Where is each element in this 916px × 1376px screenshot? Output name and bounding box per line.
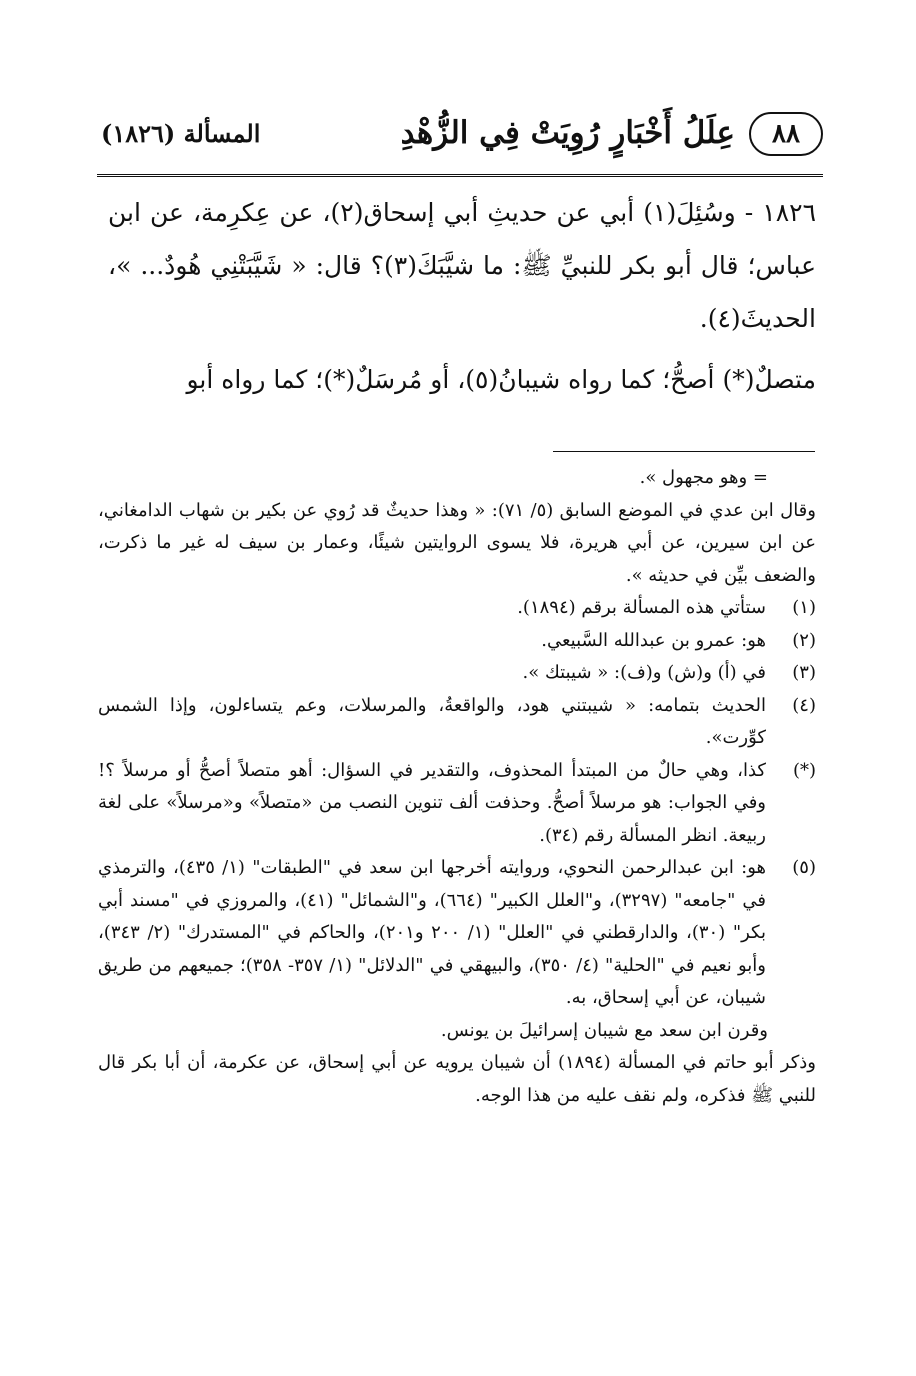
footnote-text: في (أ) و(ش) و(ف): « شيبتك ». <box>522 662 766 683</box>
footnote-star <box>98 755 816 853</box>
header-divider <box>97 174 823 177</box>
footnote-text: الحديث بتمامه: « شيبتني هود، والواقعةُ، والمرسلات، وعم يتساءلون، وإذا الشمس كوِّرت». <box>98 694 766 748</box>
footnote-text: هو: ابن عبدالرحمن النحوي، وروايته أخرجها ابن سعد في "الطبقات" (١/ ٤٣٥)، والترمذي في "جامعه" (٣٢٩٧)، و"العلل الكبير" (٦٦٤)، و"الشمائل" (٤١)، والمروزي في "مسند أبي بكر" (٣٠)، والدارقطني في "العلل" (١/ ٢٠٠ و٢٠١)، والحاكم في "المستدرك" (٢/ ٣٤٣)، وأبو نعيم في "الحلية" (٤/ ٣٥٠)، والبيهقي في "الدلائل" (١/ ٣٥٧- ٣٥٨)؛ جميعهم من طريق شيبان، عن أبي إسحاق، به. <box>98 857 767 1008</box>
footnote-paragraph: وقال ابن عدي في الموضع السابق (٥/ ٧١): « وهذا حديثٌ قد رُوي عن بكير بن شهاب الدامغاني، عن ابن سيرين، عن أبي هريرة، فلا يسوى الروايتين شيئًا، وعمار بن سيف له غير ما ذكرت، والضعف بيِّن في حديثه ». <box>98 499 816 586</box>
footnote-marker: (١) <box>792 597 816 618</box>
footnote-text: كذا، وهي حالٌ من المبتدأ المحذوف، والتقدير في السؤال: أهو متصلاً أصحُّ أو مرسلاً ؟! وفي الجواب: هو مرسلاً أصحُّ. وحذفت ألف تنوين النصب من «متصلاً» و«مرسلاً» على لغة ربيعة. انظر المسألة رقم (٣٤). <box>98 759 766 846</box>
page-number: ٨٨ <box>749 112 823 156</box>
issue-number-label: المسألة (١٨٢٦) <box>101 119 261 148</box>
footnote-paragraph: وذكر أبو حاتم في المسألة (١٨٩٤) أن شيبان يرويه عن أبي إسحاق، عن عكرمة، أن أبا بكر قال للنبي ﷺ فذكره، ولم نقف عليه من هذا الوجه. <box>98 1052 816 1106</box>
question-paragraph: ١٨٢٦ - وسُئِلَ(١) أبي عن حديثِ أبي إسحاق(٢)، عن عِكرِمة، عن ابن عباس؛ قال أبو بكر للنبيِّ ﷺ: ما شيَّبَكَ(٣)؟ قال: « شَيَّبَتْنِي هُودٌ... »، الحديثَ(٤). <box>108 198 816 333</box>
main-text <box>108 186 816 406</box>
answer-paragraph: متصلٌ(*) أصحُّ؛ كما رواه شيبانُ(٥)، أو مُرسَلٌ(*)؛ كما رواه أبو <box>186 365 816 394</box>
footnote-marker: (٥) <box>792 857 816 878</box>
footnote-marker: (٢) <box>792 629 816 651</box>
footnote-2 <box>98 625 816 658</box>
footnote-text: ستأتي هذه المسألة برقم (١٨٩٤). <box>517 597 766 618</box>
footnote-marker: (٤) <box>792 694 816 716</box>
footnote-divider <box>553 451 815 452</box>
footnote-5 <box>98 852 816 1015</box>
footnote-marker: (*) <box>792 759 816 781</box>
footnote-paragraph: وقرن ابن سعد مع شيبان إسرائيلَ بن يونس. <box>440 1019 768 1041</box>
footnote-3 <box>98 657 816 690</box>
footnote-continuation: = وهو مجهول ». <box>639 467 768 488</box>
footnote-4 <box>98 690 816 755</box>
footnote-marker: (٣) <box>792 662 816 683</box>
footnotes <box>98 462 816 1112</box>
footnote-1 <box>98 592 816 625</box>
page-header <box>95 108 823 164</box>
footnote-text: هو: عمرو بن عبدالله السَّبيعي. <box>541 629 766 651</box>
book-title: عِلَلُ أَخْبَارٍ رُوِيَتْ فِي الزُّهْدِ <box>400 115 735 151</box>
